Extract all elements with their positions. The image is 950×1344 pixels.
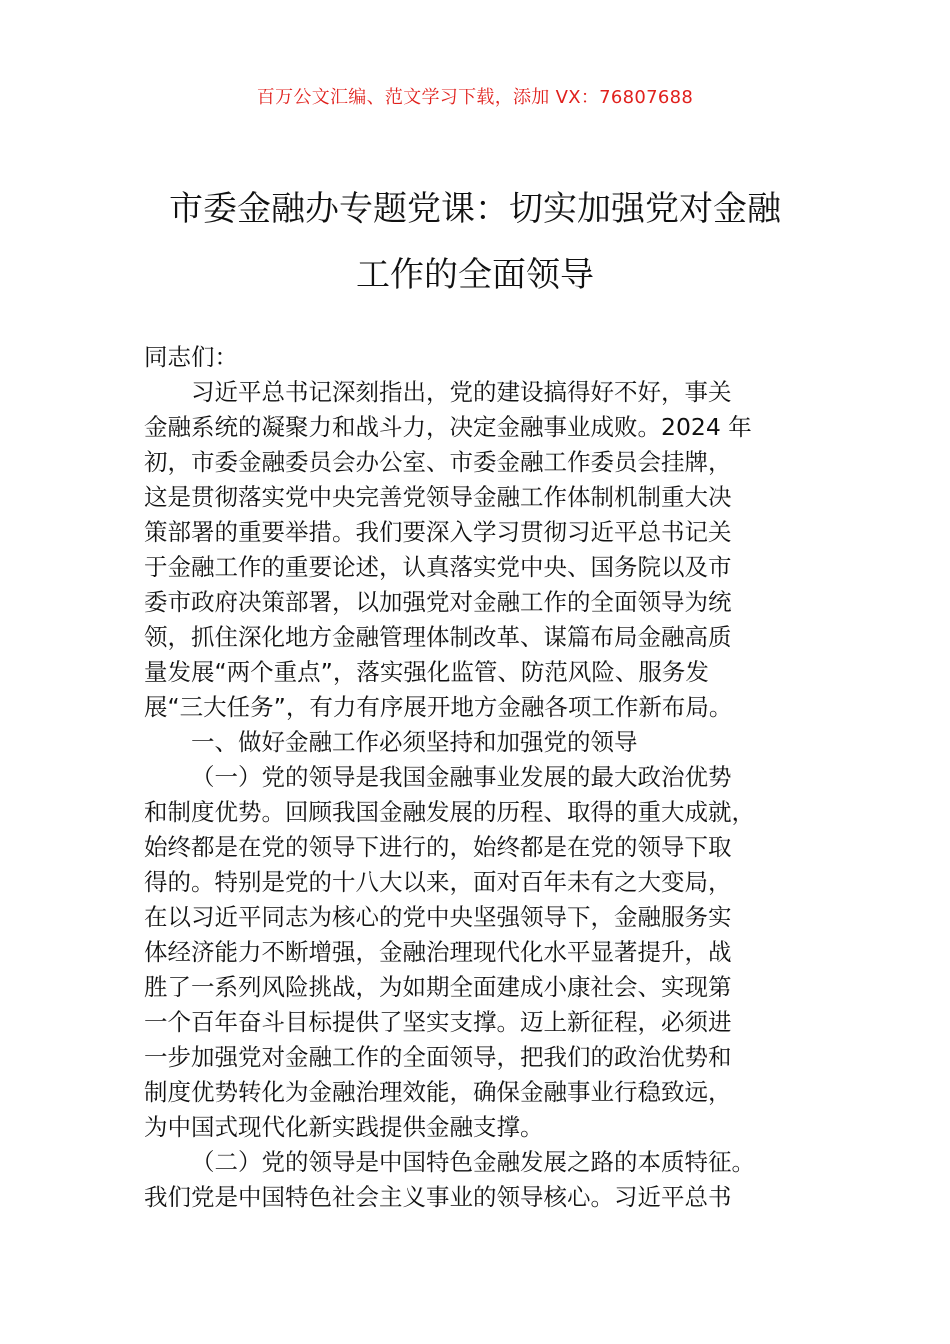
- body-line: 这是贯彻落实党中央完善党领导金融工作体制机制重大决: [144, 483, 732, 511]
- title-line-1: 市委金融办专题党课：切实加强党对金融: [169, 189, 781, 229]
- section-heading: 一、做好金融工作必须坚持和加强党的领导: [191, 728, 638, 756]
- body-line: 我们党是中国特色社会主义事业的领导核心。习近平总书: [144, 1183, 732, 1211]
- body-line: 体经济能力不断增强，金融治理现代化水平显著提升，战: [144, 938, 732, 966]
- body-line: 在以习近平同志为核心的党中央坚强领导下，金融服务实: [144, 903, 732, 931]
- body-line: 金融系统的凝聚力和战斗力，决定金融事业成败。2024 年: [144, 413, 752, 441]
- document-body: [144, 340, 814, 1215]
- body-line: 和制度优势。回顾我国金融发展的历程、取得的重大成就，: [144, 798, 755, 826]
- body-line: 初，市委金融委员会办公室、市委金融工作委员会挂牌，: [144, 448, 732, 476]
- body-line: 委市政府决策部署，以加强党对金融工作的全面领导为统: [144, 588, 732, 616]
- body-line: 一步加强党对金融工作的全面领导，把我们的政治优势和: [144, 1043, 732, 1071]
- body-line: 策部署的重要举措。我们要深入学习贯彻习近平总书记关: [144, 518, 732, 546]
- body-line: 得的。特别是党的十八大以来，面对百年未有之大变局，: [144, 868, 732, 896]
- body-line: 于金融工作的重要论述，认真落实党中央、国务院以及市: [144, 553, 732, 581]
- body-line: 为中国式现代化新实践提供金融支撑。: [144, 1113, 544, 1141]
- title-line-2: 工作的全面领导: [356, 255, 594, 295]
- body-line: 展“三大任务”，有力有序展开地方金融各项工作新布局。: [144, 693, 733, 721]
- body-line: 胜了一系列风险挑战，为如期全面建成小康社会、实现第: [144, 973, 732, 1001]
- body-line: 一个百年奋斗目标提供了坚实支撑。迈上新征程，必须进: [144, 1008, 732, 1036]
- body-line: 领，抓住深化地方金融管理体制改革、谋篇布局金融高质: [144, 623, 732, 651]
- body-line: （一）党的领导是我国金融事业发展的最大政治优势: [191, 763, 732, 791]
- body-line: 量发展“两个重点”，落实强化监管、防范风险、服务发: [144, 658, 709, 686]
- body-line: （二）党的领导是中国特色金融发展之路的本质特征。: [191, 1148, 755, 1176]
- body-line: 制度优势转化为金融治理效能，确保金融事业行稳致远，: [144, 1078, 732, 1106]
- body-line: 始终都是在党的领导下进行的，始终都是在党的领导下取: [144, 833, 732, 861]
- header-note: 百万公文汇编、范文学习下载，添加 VX：76807688: [256, 87, 694, 108]
- document-title: [120, 176, 830, 308]
- body-line: 习近平总书记深刻指出，党的建设搞得好不好，事关: [191, 378, 732, 406]
- salutation: 同志们：: [144, 343, 238, 371]
